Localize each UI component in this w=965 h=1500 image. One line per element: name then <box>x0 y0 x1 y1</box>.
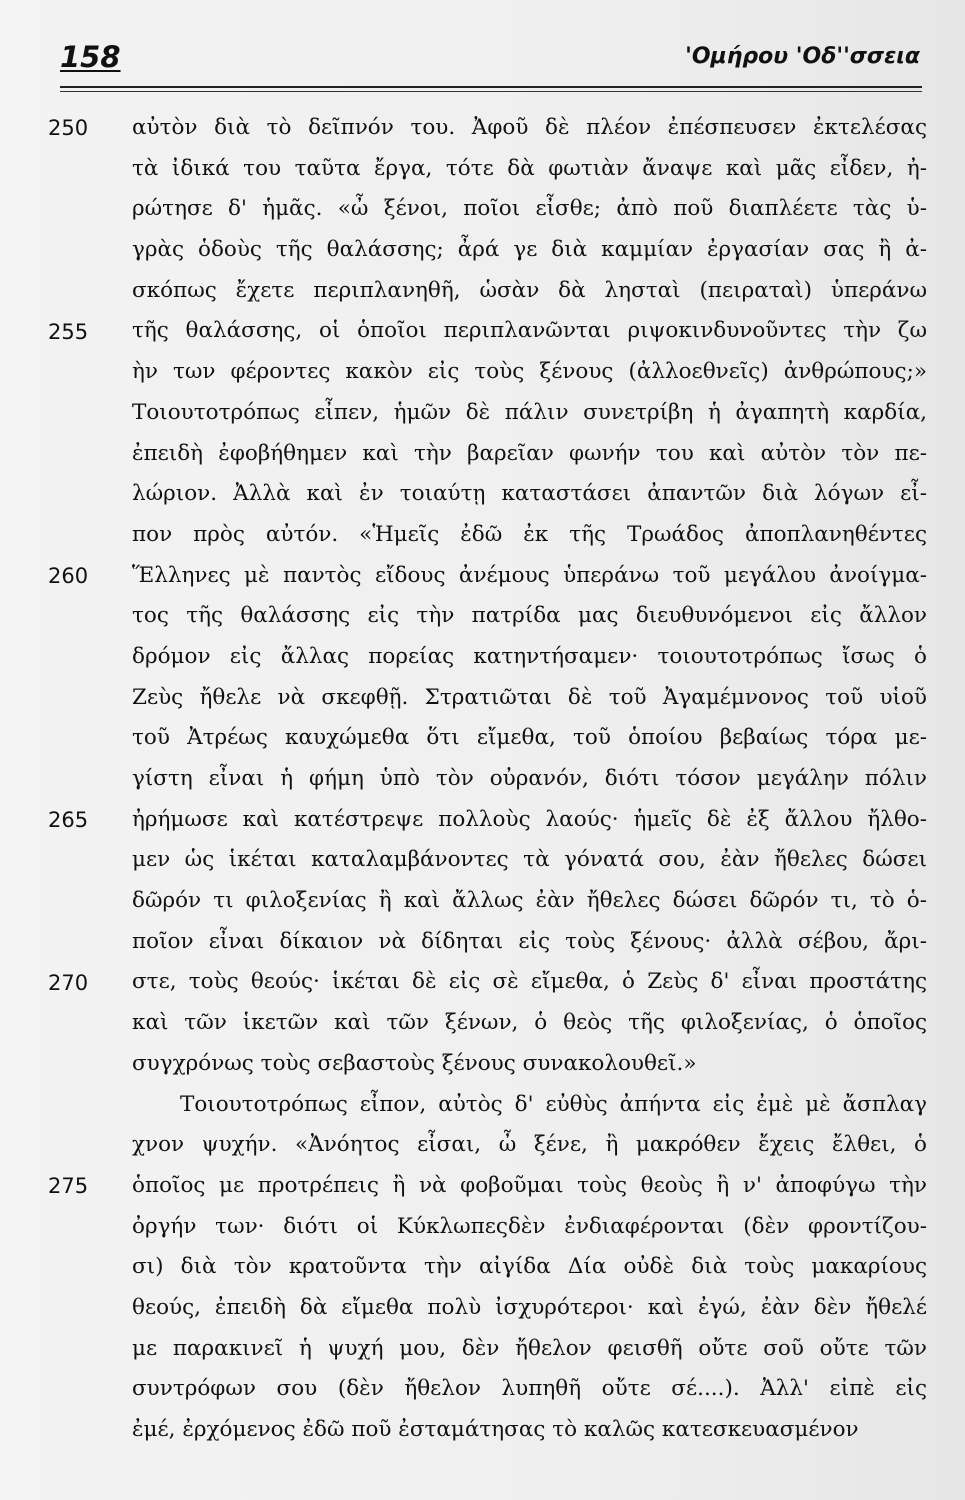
text-line: δρόμον εἰς ἄλλας πορείας κατηντήσαμεν· τοιουτοτρόπως ἴσως ὁ <box>132 643 927 669</box>
text-line: λώριον. Ἀλλὰ καὶ ἐν τοιαύτῃ καταστάσει ἀπαντῶν διὰ λόγων εἶ- <box>132 481 927 507</box>
verse-line-number: 265 <box>48 807 89 832</box>
page-number: 158 <box>60 40 121 74</box>
text-line: ὀργήν των· διότι οἱ Κύκλωπεςδὲν ἐνδιαφέρονται (δὲν φροντίζου- <box>132 1213 927 1239</box>
text-line: τοῦ Ἀτρέως καυχώμεθα ὅτι εἴμεθα, τοῦ ὁποίου βεβαίως τόρα με- <box>132 725 927 751</box>
text-line: ρώτησε δ' ἡμᾶς. «ὦ ξένοι, ποῖοι εἶσθε; ἀπὸ ποῦ διαπλέετε τὰς ὑ- <box>132 196 927 222</box>
text-line: Τοιουτοτρόπως εἶπον, αὐτὸς δ' εὐθὺς ἀπήντα εἰς ἐμὲ μὲ ἄσπλαγ <box>180 1091 927 1117</box>
text-line: Τοιουτοτρόπως εἶπεν, ἡμῶν δὲ πάλιν συνετρίβη ἡ ἀγαπητὴ καρδία, <box>132 399 927 425</box>
text-line: χνον ψυχήν. «Ἀνόητος εἶσαι, ὦ ξένε, ἢ μακρόθεν ἔχεις ἔλθει, ὁ <box>132 1132 927 1158</box>
header-rule-thin <box>60 91 922 92</box>
verse-line-number: 260 <box>48 563 89 588</box>
text-line: ἠρήμωσε καὶ κατέστρεψε πολλοὺς λαούς· ἡμεῖς δὲ ἐξ ἄλλου ἤλθο- <box>132 806 927 832</box>
text-line: καὶ τῶν ἱκετῶν καὶ τῶν ξένων, ὁ θεὸς τῆς φιλοξενίας, ὁ ὁποῖος <box>132 1010 927 1036</box>
text-line: ὴν των φέροντες κακὸν εἰς τοὺς ξένους (ἀλλοεθνεῖς) ἀνθρώπους;» <box>132 359 927 385</box>
text-line: αὐτὸν διὰ τὸ δεῖπνόν του. Ἀφοῦ δὲ πλέον ἐπέσπευσεν ἐκτελέσας <box>132 115 927 140</box>
text-line: συντρόφων σου (δὲν ἤθελον λυπηθῆ οὔτε σέ....). Ἀλλ' εἰπὲ εἰς <box>132 1376 927 1402</box>
verse-line-number: 255 <box>48 319 89 344</box>
text-line: τὰ ἰδικά του ταῦτα ἔργα, τότε δὰ φωτιὰν ἄναψε καὶ μᾶς εἶδεν, ἠ- <box>132 155 927 181</box>
text-line: γίστη εἶναι ἡ φήμη ὑπὸ τὸν οὐρανόν, διότι τόσον μεγάλην πόλιν <box>132 766 927 791</box>
text-line: Ζεὺς ἤθελε νὰ σκεφθῇ. Στρατιῶται δὲ τοῦ Ἀγαμέμνονος τοῦ υἱοῦ <box>132 684 927 710</box>
text-line: στε, τοὺς θεούς· ἱκέται δὲ εἰς σὲ εἴμεθα, ὁ Ζεὺς δ' εἶναι προστάτης <box>132 969 927 995</box>
text-line: τος τῆς θαλάσσης εἰς τὴν πατρίδα μας διευθυνόμενοι εἰς ἄλλον <box>132 603 927 629</box>
text-line: θεούς, ἐπειδὴ δὰ εἴμεθα πολὺ ἰσχυρότεροι· καὶ ἐγώ, ἐὰν δὲν ἤθελέ <box>132 1294 927 1320</box>
text-line: σι) διὰ τὸν κρατοῦντα τὴν αἰγίδα Δία οὐδὲ διὰ τοὺς μακαρίους <box>132 1254 927 1280</box>
running-title: 'Ομήρου 'Οδ''σσεια <box>685 44 920 69</box>
verse-line-number: 270 <box>48 970 89 995</box>
text-line: συγχρόνως τοὺς σεβαστοὺς ξένους συνακολουθεῖ.» <box>132 1050 697 1076</box>
text-line: ὁποῖος με προτρέπεις ἢ νὰ φοβοῦμαι τοὺς θεοὺς ἢ ν' ἀποφύγω τὴν <box>132 1172 927 1198</box>
text-line: ἐπειδὴ ἐφοβήθημεν καὶ τὴν βαρεῖαν φωνήν του καὶ αὐτὸν τὸν πε- <box>132 440 927 466</box>
text-line: τῆς θαλάσσης, οἱ ὁποῖοι περιπλανῶνται ριψοκινδυνοῦντες τὴν ζω <box>132 318 927 344</box>
text-line: Ἕλληνες μὲ παντὸς εἴδους ἀνέμους ὑπεράνω τοῦ μεγάλου ἀνοίγμα- <box>132 562 927 588</box>
text-line: δῶρόν τι φιλοξενίας ἢ καὶ ἄλλως ἐὰν ἤθελες δώσει δῶρόν τι, τὸ ὁ- <box>132 888 927 914</box>
verse-line-number: 275 <box>48 1174 89 1199</box>
header-rule <box>60 86 922 88</box>
text-line: ἐμέ, ἐρχόμενος ἐδῶ ποῦ ἐσταμάτησας τὸ καλῶς κατεσκευασμένον <box>132 1417 859 1442</box>
text-line: μεν ὡς ἱκέται καταλαμβάνοντες τὰ γόνατά σου, ἐὰν ἤθελες δώσει <box>132 847 927 873</box>
verse-line-number: 250 <box>48 116 89 140</box>
text-line: γρὰς ὁδοὺς τῆς θαλάσσης; ἆρά γε διὰ καμμίαν ἐργασίαν σας ἢ ἀ- <box>132 237 927 263</box>
body-text <box>132 108 927 1451</box>
page-header <box>60 40 920 80</box>
text-line: ποῖον εἶναι δίκαιον νὰ δίδηται εἰς τοὺς ξένους· ἀλλὰ σέβου, ἄρι- <box>132 928 927 954</box>
text-line: πον πρὸς αὐτόν. «Ἡμεῖς ἐδῶ ἐκ τῆς Τρωάδος ἀποπλανηθέντες <box>132 521 927 547</box>
text-line: σκόπως ἔχετε περιπλανηθῆ, ὡσὰν δὰ λησταὶ (πειραταὶ) ὑπεράνω <box>132 277 927 303</box>
text-line: με παρακινεῖ ἡ ψυχή μου, δὲν ἤθελον φεισθῆ οὔτε σοῦ οὔτε τῶν <box>132 1335 927 1361</box>
